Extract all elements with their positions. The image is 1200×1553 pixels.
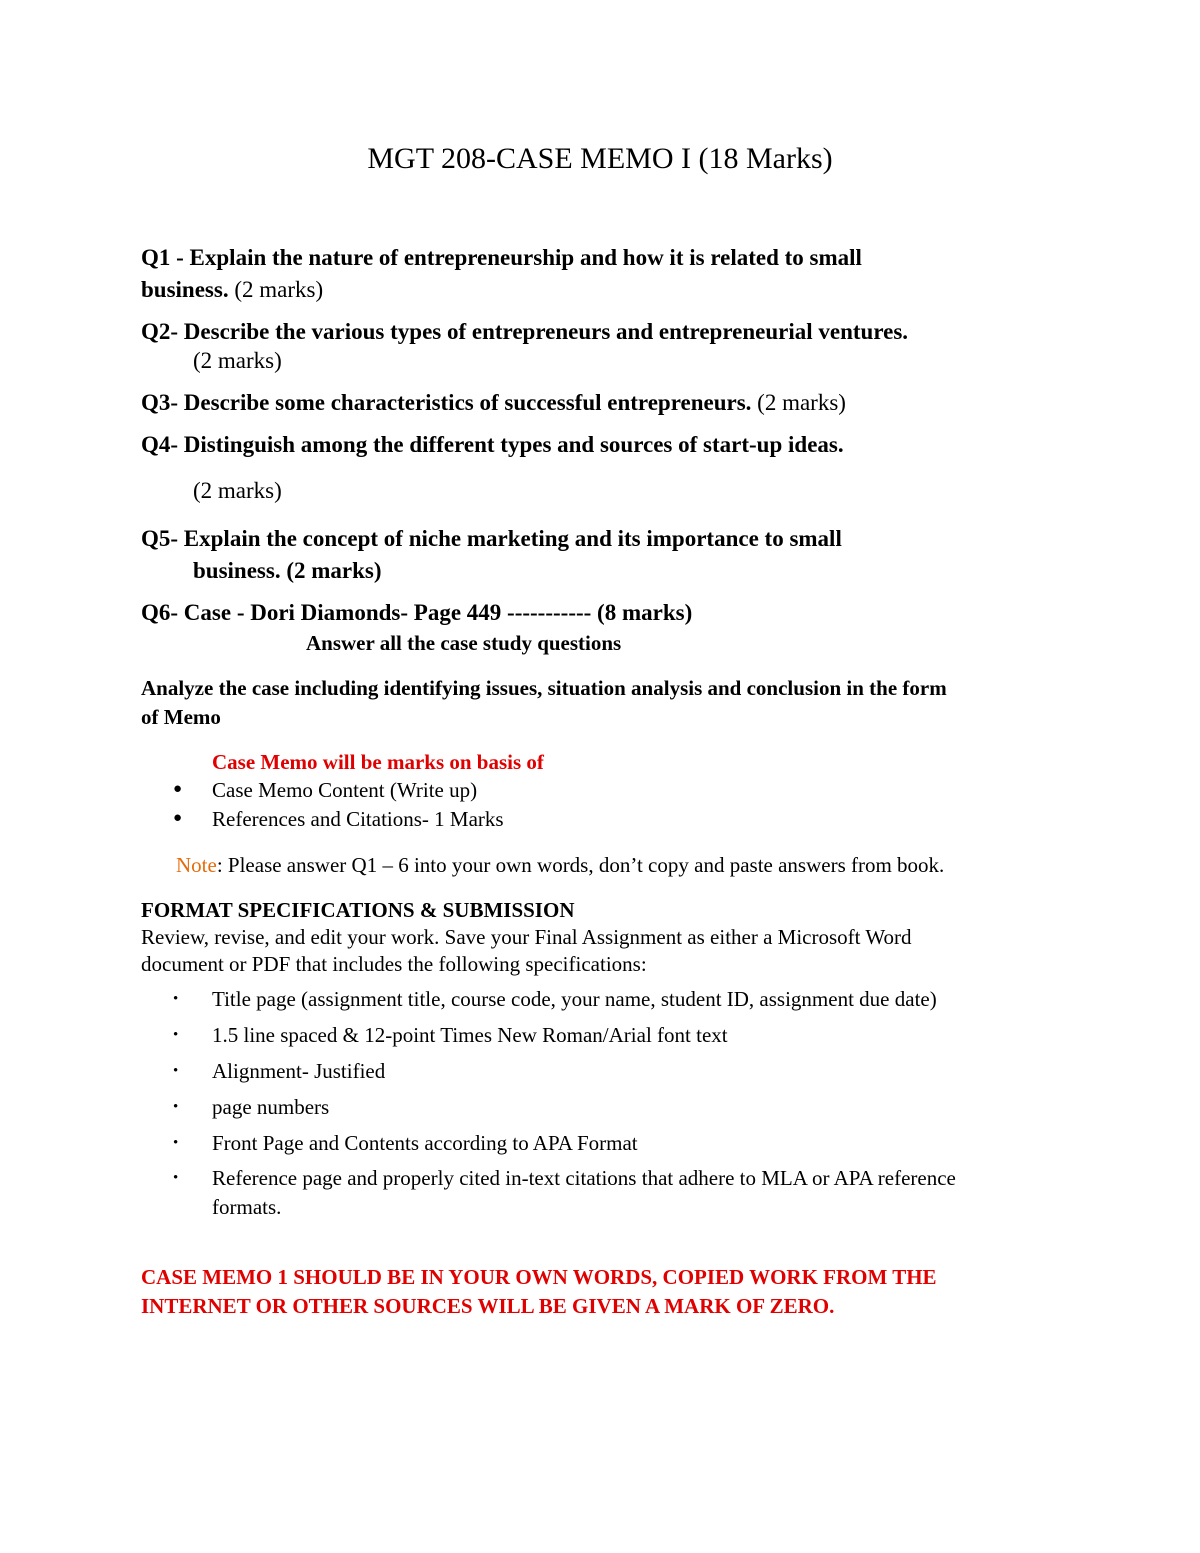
bullet-icon: ● [173,810,183,826]
question-1-continued [141,277,323,303]
question-5: Q5- Explain the concept of niche marketing and its importance to small [141,526,842,551]
bullet-icon: • [173,1063,179,1079]
analyze-line-1: Analyze the case including identifying issues, situation analysis and conclusion in the form [141,676,947,700]
bullet-icon: • [173,991,179,1007]
format-item-3: Alignment- Justified [212,1059,386,1083]
question-1-cont-text: business. [141,277,229,302]
format-item-2: 1.5 line spaced & 12-point Times New Roman/Arial font text [212,1023,728,1047]
question-6: Q6- Case - Dori Diamonds- Page 449 ----------- (8 marks) [141,600,693,625]
format-item-5: Front Page and Contents according to APA Format [212,1131,638,1155]
format-intro-2: document or PDF that includes the following specifications: [141,952,647,976]
bullet-icon: • [173,1135,179,1151]
analyze-line-2: of Memo [141,705,221,729]
bullet-icon: • [173,1170,179,1186]
format-item-6-continued: formats. [212,1195,282,1219]
question-3-text: Q3- Describe some characteristics of successful entrepreneurs. [141,390,752,415]
criteria-heading: Case Memo will be marks on basis of [212,750,544,774]
format-heading: FORMAT SPECIFICATIONS & SUBMISSION [141,898,575,922]
question-2-marks: (2 marks) [193,348,282,373]
bullet-icon: ● [173,781,183,797]
warning-line-1: CASE MEMO 1 SHOULD BE IN YOUR OWN WORDS, COPIED WORK FROM THE [141,1265,937,1289]
note-line [176,853,944,878]
format-item-6: Reference page and properly cited in-text citations that adhere to MLA or APA reference [212,1166,956,1190]
format-intro-1: Review, revise, and edit your work. Save your Final Assignment as either a Microsoft Word [141,925,912,949]
question-2: Q2- Describe the various types of entrepreneurs and entrepreneurial ventures. [141,319,909,344]
note-label: Note [176,853,217,877]
note-text: : Please answer Q1 – 6 into your own words, don’t copy and paste answers from book. [216,853,945,877]
question-6-subtext: Answer all the case study questions [306,631,622,655]
question-5-continued: business. (2 marks) [193,558,382,583]
question-3 [141,390,846,416]
criteria-item-1: Case Memo Content (Write up) [212,778,478,802]
format-item-4: page numbers [212,1095,330,1119]
bullet-icon: • [173,1099,179,1115]
warning-line-2: INTERNET OR OTHER SOURCES WILL BE GIVEN A MARK OF ZERO. [141,1294,835,1318]
question-4-marks: (2 marks) [193,478,282,503]
question-1: Q1 - Explain the nature of entrepreneurship and how it is related to small [141,245,862,270]
bullet-icon: • [173,1027,179,1043]
question-1-marks: (2 marks) [234,277,324,302]
question-4: Q4- Distinguish among the different types and sources of start-up ideas. [141,432,844,457]
page-title: MGT 208-CASE MEMO I (18 Marks) [367,142,833,175]
question-3-marks: (2 marks) [757,390,846,415]
criteria-item-2: References and Citations- 1 Marks [212,807,504,831]
format-item-1: Title page (assignment title, course code, your name, student ID, assignment due date) [212,987,937,1011]
